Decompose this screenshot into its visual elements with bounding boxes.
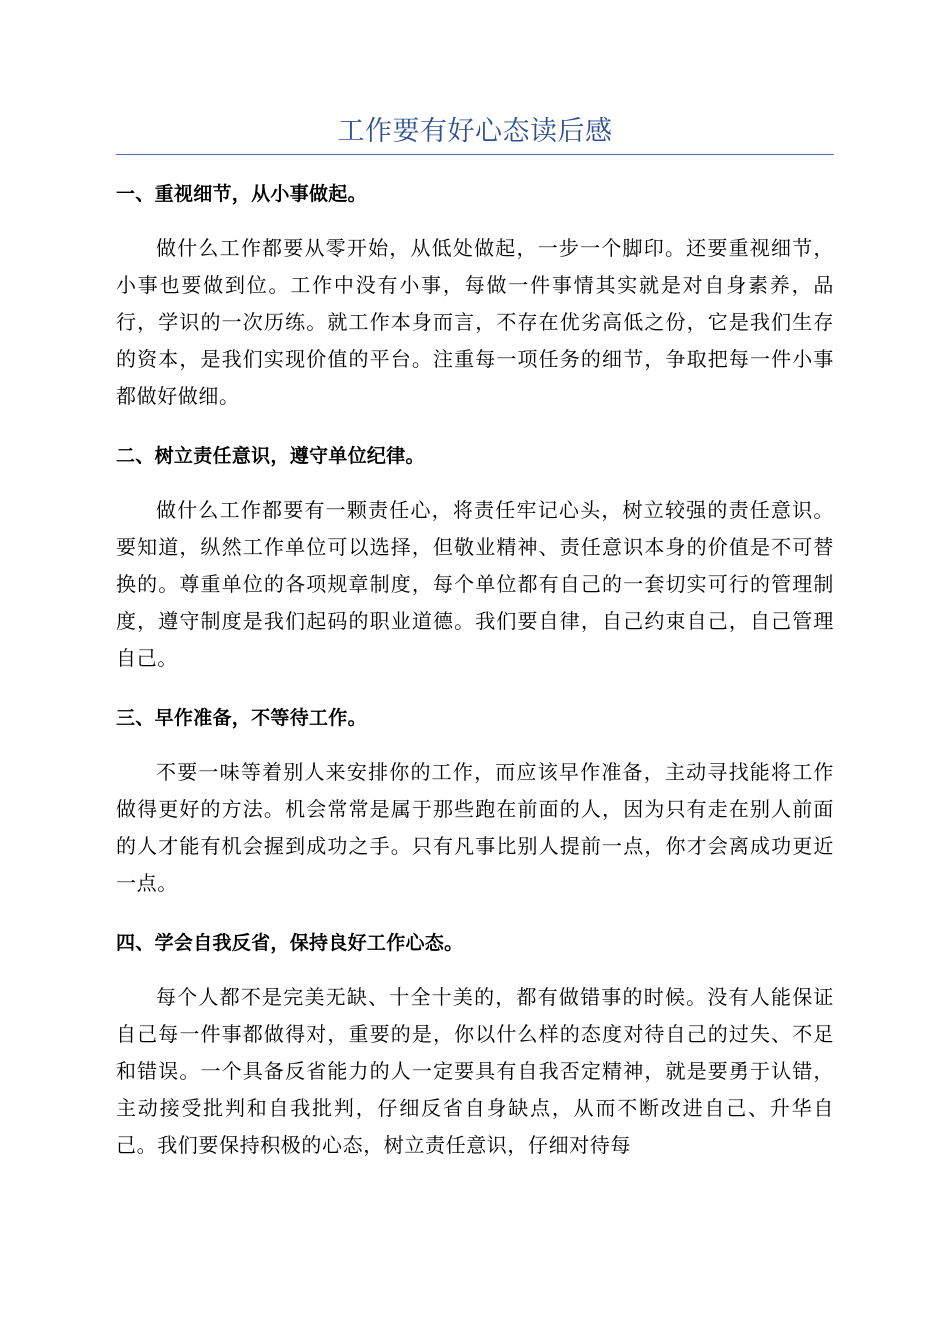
section-paragraph-4: 每个人都不是完美无缺、十全十美的，都有做错事的时候。没有人能保证自己每一件事都做得对，重要的是，你以什么样的态度对待自己的过失、不足和错误。一个具备反省能力的人一定要具有自我否定精神，就是要勇于认错，主动接受批判和自我批判，仔细反省自身缺点，从而不断改进自己、升华自己。我们要保持积极的心态，树立责任意识，仔细对待每 bbox=[116, 985, 834, 1157]
section-heading-1: 一、重视细节，从小事做起。 bbox=[116, 183, 367, 205]
document-title: 工作要有好心态读后感 bbox=[337, 116, 613, 147]
section-heading-4: 四、学会自我反省，保持良好工作心态。 bbox=[116, 932, 464, 954]
section-paragraph-3: 不要一味等着别人来安排你的工作，而应该早作准备，主动寻找能将工作做得更好的方法。机会常常是属于那些跑在前面的人，因为只有走在别人前面的人才能有机会握到成功之手。只有凡事比别人提前一点，你才会离成功更近一点。 bbox=[116, 760, 834, 895]
section-paragraph-1: 做什么工作都要从零开始，从低处做起，一步一个脚印。还要重视细节，小事也要做到位。工作中没有小事，每做一件事情其实就是对自身素养，品行，学识的一次历练。就工作本身而言，不存在优劣高低之份，它是我们生存的资本，是我们实现价值的平台。注重每一项任务的细节，争取把每一件小事都做好做细。 bbox=[116, 236, 834, 408]
section-heading-3: 三、早作准备，不等待工作。 bbox=[116, 707, 367, 729]
section-heading-2: 二、树立责任意识，遵守单位纪律。 bbox=[116, 445, 425, 467]
title-underline bbox=[116, 154, 834, 155]
section-paragraph-2: 做什么工作都要有一颗责任心，将责任牢记心头，树立较强的责任意识。要知道，纵然工作单位可以选择，但敬业精神、责任意识本身的价值是不可替换的。尊重单位的各项规章制度，每个单位都有自己的一套切实可行的管理制度，遵守制度是我们起码的职业道德。我们要自律，自己约束自己，自己管理自己。 bbox=[116, 498, 834, 670]
